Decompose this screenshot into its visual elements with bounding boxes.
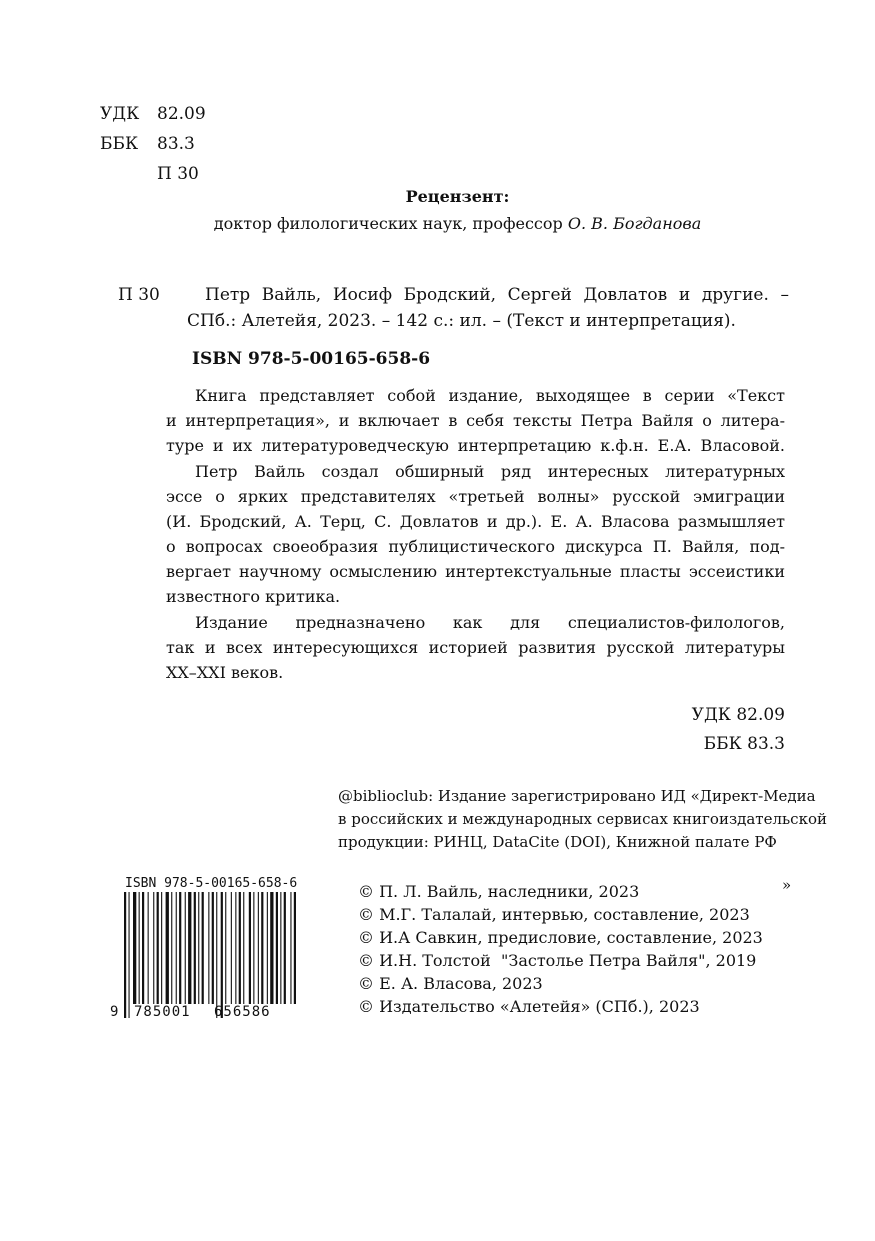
barcode-bar: [216, 892, 217, 1018]
barcode-bar: [198, 892, 199, 1004]
reviewer-heading: Рецензент:: [405, 187, 510, 206]
abstract-line: о вопросах своеобразия публицистического дискурса П. Вайля, под-: [166, 537, 785, 556]
abstract-line: (И. Бродский, А. Терц, С. Довлатов и др.). Е. А. Власова размышляет: [166, 512, 785, 531]
barcode-bar: [290, 892, 291, 1004]
barcode-bar: [171, 892, 172, 1004]
barcode-bar: [231, 892, 232, 1004]
barcode-bar: [294, 892, 296, 1004]
barcode-bar: [139, 892, 140, 1004]
barcode-bar: [239, 892, 241, 1004]
barcode-bar: [166, 892, 169, 1004]
barcode-bar: [161, 892, 162, 1004]
barcode-bar: [153, 892, 154, 1004]
bibliographic-mark: П 30: [118, 285, 160, 305]
isbn-barcode: [110, 876, 310, 1026]
barcode-bar: [185, 892, 186, 1004]
abstract-line: вергает научному осмыслению интертекстуальные пласты эссеистики: [166, 562, 785, 581]
reviewer-line: [0, 214, 875, 233]
barcode-bar: [270, 892, 273, 1004]
registration-line: в российских и международных сервисах книгоиздательской: [338, 810, 827, 828]
barcode-bar: [276, 892, 278, 1004]
udk-label: УДК: [100, 104, 140, 124]
barcode-isbn-text: ISBN 978-5-00165-658-6: [125, 876, 298, 891]
udk-value: 82.09: [157, 104, 206, 124]
abstract-line: так и всех интересующихся историей развития русской литературы: [166, 638, 785, 657]
isbn-line: ISBN 978-5-00165-658-6: [192, 349, 431, 369]
barcode-bar: [129, 892, 130, 1018]
barcode-bar: [202, 892, 204, 1004]
abstract-line: известного критика.: [166, 587, 341, 606]
abstract-line: туре и их литературоведческую интерпретацию к.ф.н. Е.А. Власовой.: [166, 436, 785, 455]
barcode-bar: [148, 892, 149, 1004]
barcode-bar: [225, 892, 226, 1004]
barcode-group-1: 785001: [134, 1004, 191, 1020]
author-mark: П 30: [157, 164, 199, 184]
copyright-line: © М.Г. Талалай, интервью, составление, 2023: [358, 905, 750, 924]
barcode-bar: [267, 892, 268, 1004]
stray-quote-mark: »: [782, 876, 792, 894]
bibliographic-line-1: Петр Вайль, Иосиф Бродский, Сергей Довлатов и другие. –: [205, 285, 789, 305]
barcode-bar: [133, 892, 136, 1004]
footer-bbk: ББК 83.3: [703, 734, 785, 754]
abstract-line: XX–XXI веков.: [166, 663, 284, 682]
barcode-bar: [280, 892, 281, 1004]
barcode-bar: [188, 892, 191, 1004]
barcode-bar: [142, 892, 144, 1004]
barcode-bar: [243, 892, 244, 1004]
bbk-label: ББК: [100, 134, 139, 154]
bbk-value: 83.3: [157, 134, 195, 154]
reviewer-title: доктор филологических наук, профессор: [213, 214, 568, 233]
barcode-bar: [176, 892, 177, 1004]
barcode-group-2: 656586: [214, 1004, 271, 1020]
abstract-line: эссе о ярких представителях «третьей волны» русской эмиграции: [166, 487, 785, 506]
barcode-bar: [212, 892, 214, 1004]
barcode-bar: [221, 892, 223, 1018]
barcode-bar: [194, 892, 196, 1004]
copyright-line: © Издательство «Алетейя» (СПб.), 2023: [358, 997, 700, 1016]
abstract-line: Книга представляет собой издание, выходящее в серии «Текст: [195, 386, 785, 405]
copyright-line: © И.Н. Толстой "Застолье Петра Вайля", 2019: [358, 951, 757, 970]
barcode-bar: [258, 892, 259, 1004]
barcode-bar: [124, 892, 126, 1018]
copyright-line: © П. Л. Вайль, наследники, 2023: [358, 882, 640, 901]
barcode-bar: [261, 892, 263, 1004]
barcode-bar: [284, 892, 286, 1004]
bibliographic-line-2: СПб.: Алетейя, 2023. – 142 с.: ил. – (Текст и интерпретация).: [187, 311, 736, 331]
barcode-bar: [249, 892, 251, 1004]
copyright-line: © И.А Савкин, предисловие, составление, 2023: [358, 928, 763, 947]
reviewer-name: О. В. Богданова: [567, 214, 702, 233]
footer-udk: УДК 82.09: [691, 705, 785, 725]
abstract-line: Петр Вайль создал обширный ряд интересных литературных: [195, 462, 785, 481]
barcode-bar: [253, 892, 254, 1004]
barcode-bar: [157, 892, 159, 1004]
abstract-line: Издание предназначено как для специалистов-филологов,: [195, 613, 785, 632]
barcode-bar: [235, 892, 236, 1004]
barcode-bar: [208, 892, 209, 1004]
barcode-first-digit: 9: [110, 1004, 119, 1020]
abstract-line: и интерпретация», и включает в себя тексты Петра Вайля о литера-: [166, 411, 785, 430]
barcode-bar: [179, 892, 181, 1004]
registration-line: продукции: РИНЦ, DataCite (DOI), Книжной палате РФ: [338, 833, 777, 851]
registration-line: @biblioclub: Издание зарегистрировано ИД «Директ-Медиа: [338, 787, 816, 805]
copyright-line: © Е. А. Власова, 2023: [358, 974, 543, 993]
